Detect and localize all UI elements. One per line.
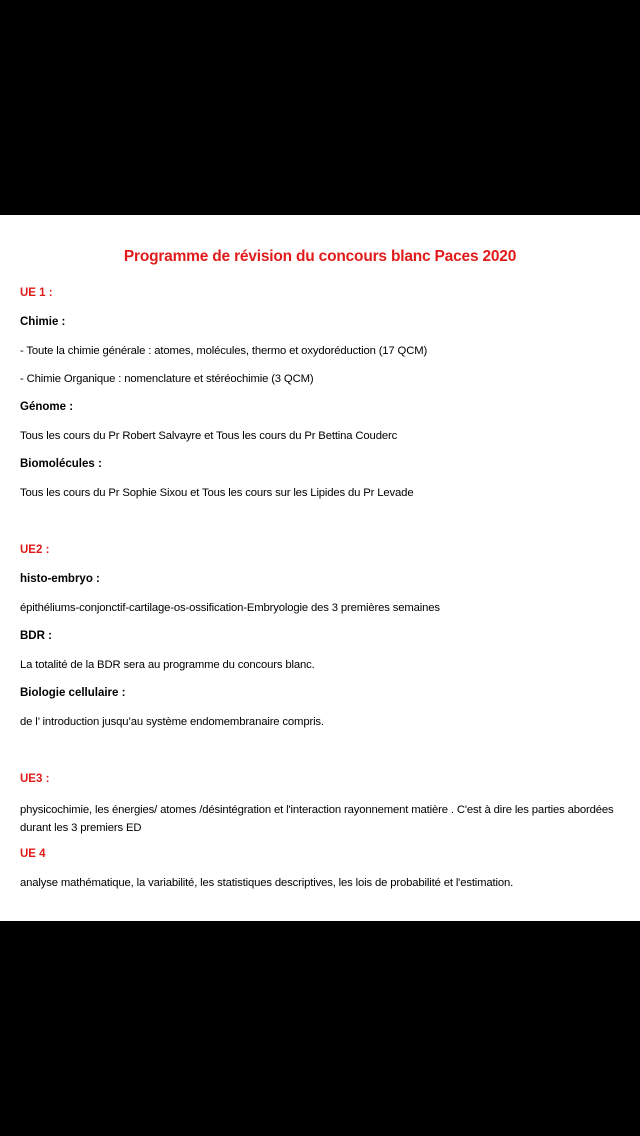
document-title: Programme de révision du concours blanc Paces 2020: [123, 248, 517, 265]
bdr-label: BDR :: [20, 630, 52, 642]
ue4-text: analyse mathématique, la variabilité, les statistiques descriptives, les lois de probabilité et l'estimation.: [20, 877, 514, 889]
histo-embryo-text: épithéliums-conjonctif-cartilage-os-ossification-Embryologie des 3 premières semaines: [20, 602, 440, 614]
bdr-text: La totalité de la BDR sera au programme du concours blanc.: [20, 659, 315, 671]
biologie-cellulaire-text: de l’ introduction jusqu’au système endomembranaire compris.: [20, 716, 324, 728]
ue3-text: physicochimie, les énergies/ atomes /désintégration et l'interaction rayonnement matière . C'est à dire les parties abordées durant les 3 premiers ED: [20, 804, 614, 834]
biomolecules-text: Tous les cours du Pr Sophie Sixou et Tous les cours sur les Lipides du Pr Levade: [20, 487, 414, 499]
ue1-heading: UE 1 :: [20, 287, 53, 299]
chimie-line-1: - Toute la chimie générale : atomes, molécules, thermo et oxydoréduction (17 QCM): [20, 345, 428, 357]
genome-text: Tous les cours du Pr Robert Salvayre et Tous les cours du Pr Bettina Couderc: [20, 430, 398, 442]
ue4-heading: UE 4: [20, 848, 46, 860]
histo-embryo-label: histo-embryo :: [20, 573, 100, 585]
document-page: [0, 215, 640, 921]
chimie-line-2: - Chimie Organique : nomenclature et stéréochimie (3 QCM): [20, 373, 314, 385]
biomolecules-label: Biomolécules :: [20, 458, 102, 470]
ue2-heading: UE2 :: [20, 544, 50, 556]
chimie-label: Chimie :: [20, 316, 66, 328]
genome-label: Génome :: [20, 401, 74, 413]
biologie-cellulaire-label: Biologie cellulaire :: [20, 687, 126, 699]
ue3-heading: UE3 :: [20, 773, 50, 785]
